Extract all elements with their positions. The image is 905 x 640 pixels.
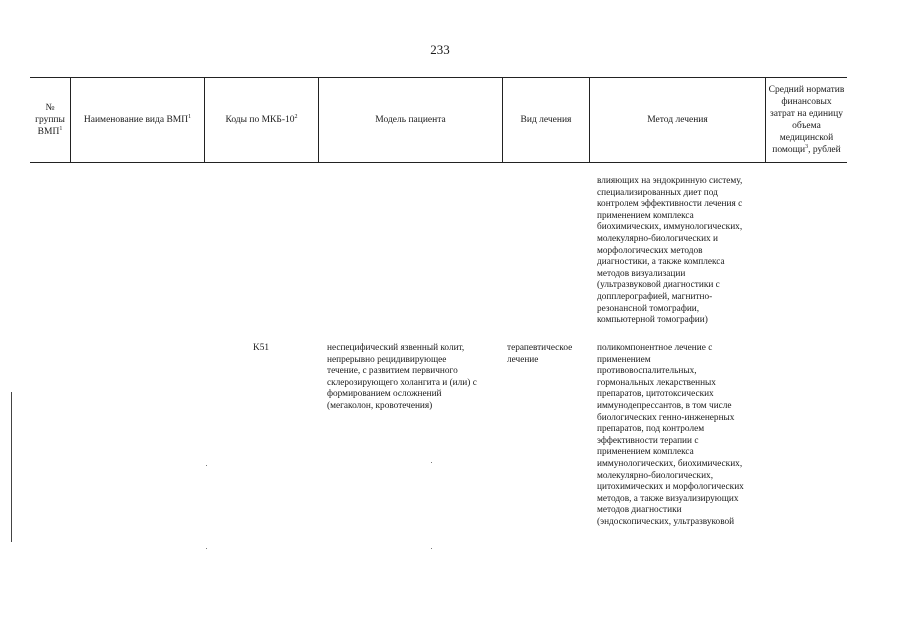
table-row-2-method: поликомпонентное лечение с применением противовоспалительных, гормональных лекарственных препаратов, цитотоксических иммунодепрессантов, в том числе биологических генно-инженерных препаратов, под контролем эффективности терапии с применением комплекса иммунологических, биохимических, молекулярно-биологических, цитохимических и морфологических методов, а также визуализирующих методов диагностики (эндоскопических, ультразвуковой (597, 343, 744, 527)
header-group-number: № группы ВМП$^1$ (35, 103, 65, 137)
scan-speck (431, 548, 432, 549)
scan-speck (431, 462, 432, 463)
header-mkb-codes: Коды по МКБ-$10^2$ (225, 113, 298, 125)
table-header-bottom-border (30, 162, 847, 163)
page-number: 233 (430, 42, 450, 57)
header-treatment-method: Метод лечения (647, 115, 708, 125)
header-patient-model: Модель пациента (375, 115, 446, 125)
table-row-2-patient-model: неспецифический язвенный колит, непрерывно рецидивирующее течение, с развитием первичного склерозирующего холангита и (или) с формированием осложнений (мегаколон, кровотечения) (327, 343, 477, 411)
header-financial-norm: Средний норматив финансовых затрат на единицу объема медицинской помощи$^3$, рублей (768, 85, 845, 155)
header-treatment-type: Вид лечения (520, 115, 572, 125)
header-vmp-name: Наименование вида ВМП$^1$ (83, 113, 192, 125)
scan-speck (206, 548, 207, 549)
table-row-1-method: влияющих на эндокринную систему, специализированных диет под контролем эффективности лечения с применением комплекса биохимических, иммунологических, молекулярно-биологических и морфологических методов диагностики, а также комплекса методов визуализации (ультразвуковой диагностики с допплерографией, магнитно- резонансной томографии, компьютерной томографии) (597, 176, 743, 326)
table-row-2-treatment-type: терапевтическое лечение (507, 343, 573, 365)
scan-speck (206, 465, 207, 466)
left-margin-scan-mark (11, 392, 12, 542)
table-row-2-code: K51 (253, 343, 270, 353)
